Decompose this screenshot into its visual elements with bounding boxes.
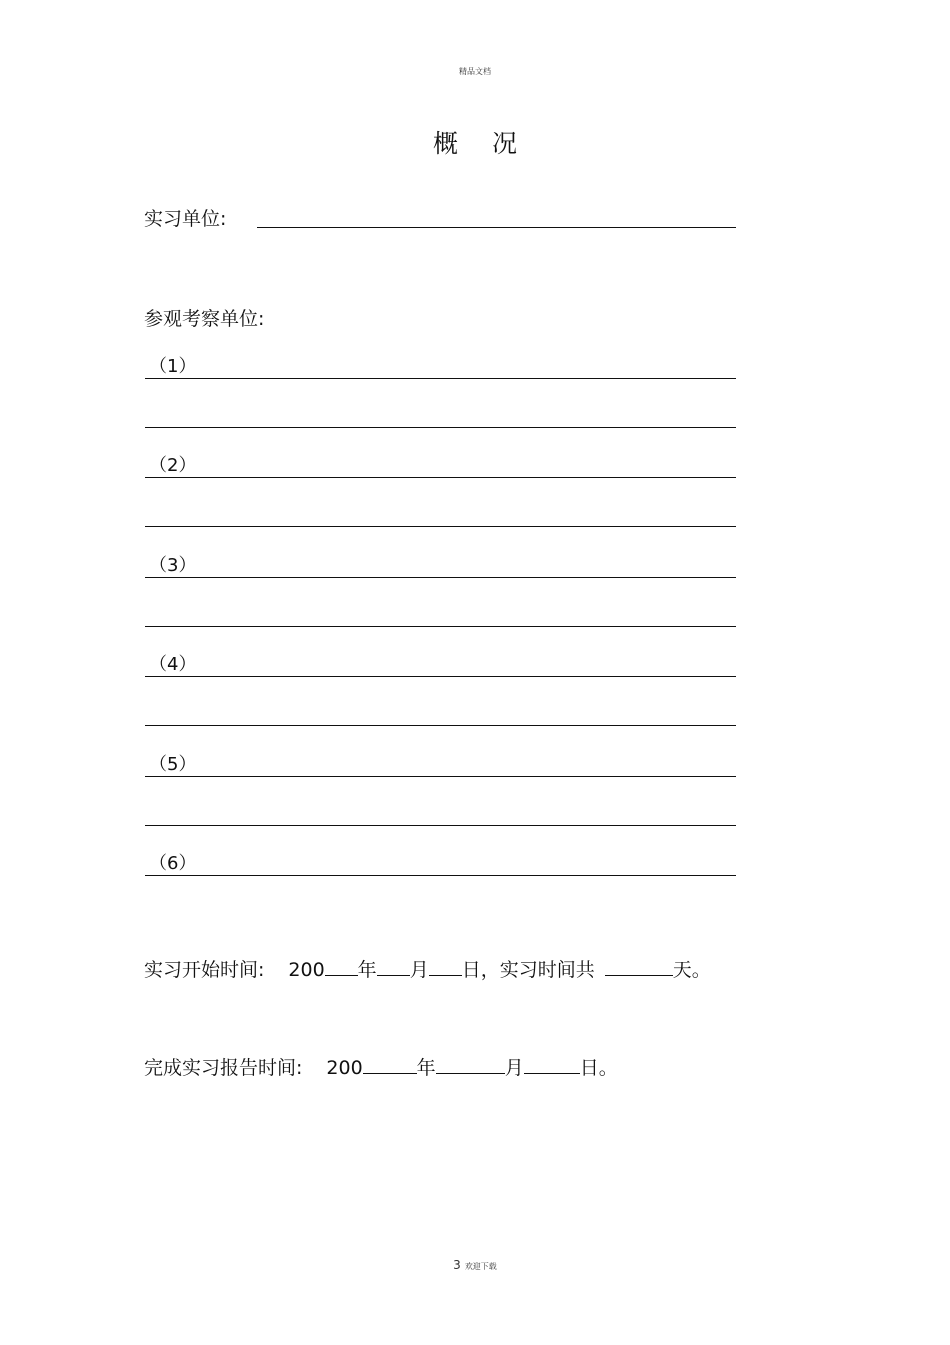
start-day-blank[interactable] — [429, 957, 462, 976]
visit-unit-number: （6） — [149, 853, 197, 874]
visit-unit-field-3[interactable] — [145, 551, 736, 578]
finish-day-label: 日。 — [579, 1057, 618, 1079]
visit-unit-continuation-line[interactable] — [145, 725, 736, 726]
start-year-label: 年 — [357, 959, 377, 981]
start-time-row — [144, 955, 711, 982]
start-month-blank[interactable] — [377, 957, 410, 976]
visit-unit-number: （5） — [149, 754, 197, 775]
visit-unit-field-2[interactable] — [145, 451, 736, 478]
internship-unit-label: 实习单位: — [144, 208, 227, 230]
visit-unit-field-5[interactable] — [145, 750, 736, 777]
visit-unit-field-6[interactable] — [145, 849, 736, 876]
start-month-label: 月 — [409, 959, 429, 981]
finish-day-blank[interactable] — [524, 1055, 580, 1074]
internship-unit-field[interactable] — [257, 227, 736, 228]
finish-year-blank[interactable] — [363, 1055, 417, 1074]
finish-month-label: 月 — [504, 1057, 524, 1079]
visit-unit-field-4[interactable] — [145, 650, 736, 677]
start-day-duration-label: 日，实习时间共 — [461, 959, 595, 981]
finish-time-row — [144, 1053, 618, 1080]
duration-unit-label: 天。 — [672, 959, 711, 981]
visit-unit-continuation-line[interactable] — [145, 427, 736, 428]
start-year-blank[interactable] — [325, 957, 358, 976]
visit-unit-continuation-line[interactable] — [145, 626, 736, 627]
page-number: 3 — [453, 1258, 461, 1272]
visit-unit-number: （1） — [149, 356, 197, 377]
visit-unit-continuation-line[interactable] — [145, 825, 736, 826]
visit-unit-field-1[interactable] — [145, 352, 736, 379]
title-char-2: 况 — [492, 129, 518, 158]
start-time-label: 实习开始时间: — [144, 959, 265, 981]
visit-units-label: 参观考察单位: — [144, 308, 265, 330]
page-title — [0, 124, 950, 160]
finish-month-blank[interactable] — [436, 1055, 505, 1074]
header-watermark: 精品文档 — [459, 67, 491, 76]
finish-year-label: 年 — [416, 1057, 436, 1079]
start-year-prefix: 200 — [288, 959, 325, 981]
visit-unit-number: （2） — [149, 455, 197, 476]
visit-unit-number: （4） — [149, 654, 197, 675]
visit-unit-number: （3） — [149, 555, 197, 576]
finish-time-label: 完成实习报告时间: — [144, 1057, 303, 1079]
finish-year-prefix: 200 — [326, 1057, 363, 1079]
page-footer — [0, 1258, 950, 1272]
visit-unit-continuation-line[interactable] — [145, 526, 736, 527]
duration-days-blank[interactable] — [605, 957, 673, 976]
footer-text: 欢迎下载 — [464, 1262, 497, 1271]
title-char-1: 概 — [432, 129, 458, 158]
